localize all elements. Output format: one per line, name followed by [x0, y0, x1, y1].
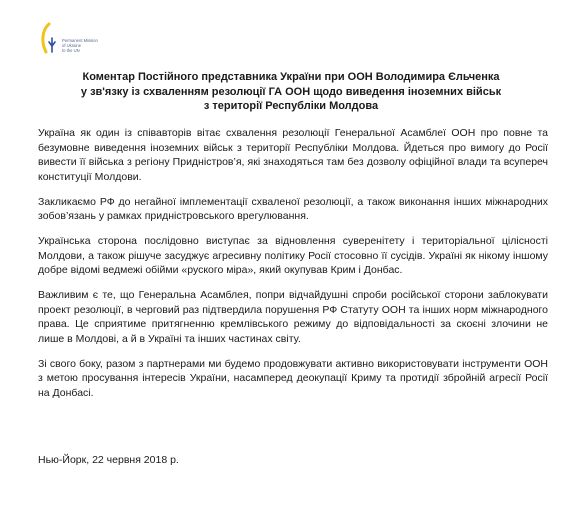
body-paragraph: Україна як один із співавторів вітає схвалення резолюції Генеральної Асамблеї ООН про повне та безумовне виведення іноземних військ з території Республіки Молдова. Йдеться про вимогу до Росії вивести її війська з регіону Придністров’я, які знаходяться там без дозволу офіційної влади та всупереч конституції Молдови. — [38, 127, 548, 183]
body-paragraph: Важливим є те, що Генеральна Асамблея, попри відчайдушні спроби російської сторони заблокувати проект резолюції, в черговий раз підтвердила порушення РФ Статуту ООН та інших норм міжнародного права. Це сприятиме притягненню кремлівського режиму до відповідальності за скоєні злочини не лише в Молдові, а й в Україні та інших частинах світу. — [38, 289, 548, 345]
mission-logo — [38, 22, 98, 60]
logo-caption — [62, 38, 98, 53]
title-line: з території Республіки Молдова — [203, 100, 379, 112]
logo-line: of Ukraine — [62, 43, 82, 48]
place-date: Нью-Йорк, 22 червня 2018 р. — [38, 454, 179, 466]
ukraine-emblem-icon — [38, 22, 60, 60]
body-paragraph: Закликаємо РФ до негайної імплементації схваленої резолюції, а також виконання інших міжнародних зобов’язань у рамках придністровського врегулювання. — [38, 195, 548, 222]
document-title — [30, 70, 552, 114]
body-paragraph: Зі свого боку, разом з партнерами ми будемо продовжувати активно використовувати інструменти ООН з метою просування інтересів України, насамперед деокупації Криму та протидії збройній агресії Росії на Донбасі. — [38, 357, 548, 399]
title-line: у зв'язку із схваленням резолюції ГА ООН щодо виведення іноземних військ — [80, 85, 502, 98]
document-body — [38, 126, 548, 411]
title-line: Коментар Постійного представника України при ООН Володимира Єльченка — [82, 71, 500, 83]
logo-line: to the UN — [62, 48, 80, 53]
body-paragraph: Українська сторона послідовно виступає за відновлення суверенітету і територіальної цілісності Молдови, а також рішуче засуджує агресивну політику Росії стосовно її сусідів. Україні як нікому іншому добре відомі ведмежі обійми «руского міра», який окупував Крим і Донбас. — [38, 235, 548, 276]
logo-line: Permanent Mission — [62, 38, 98, 43]
